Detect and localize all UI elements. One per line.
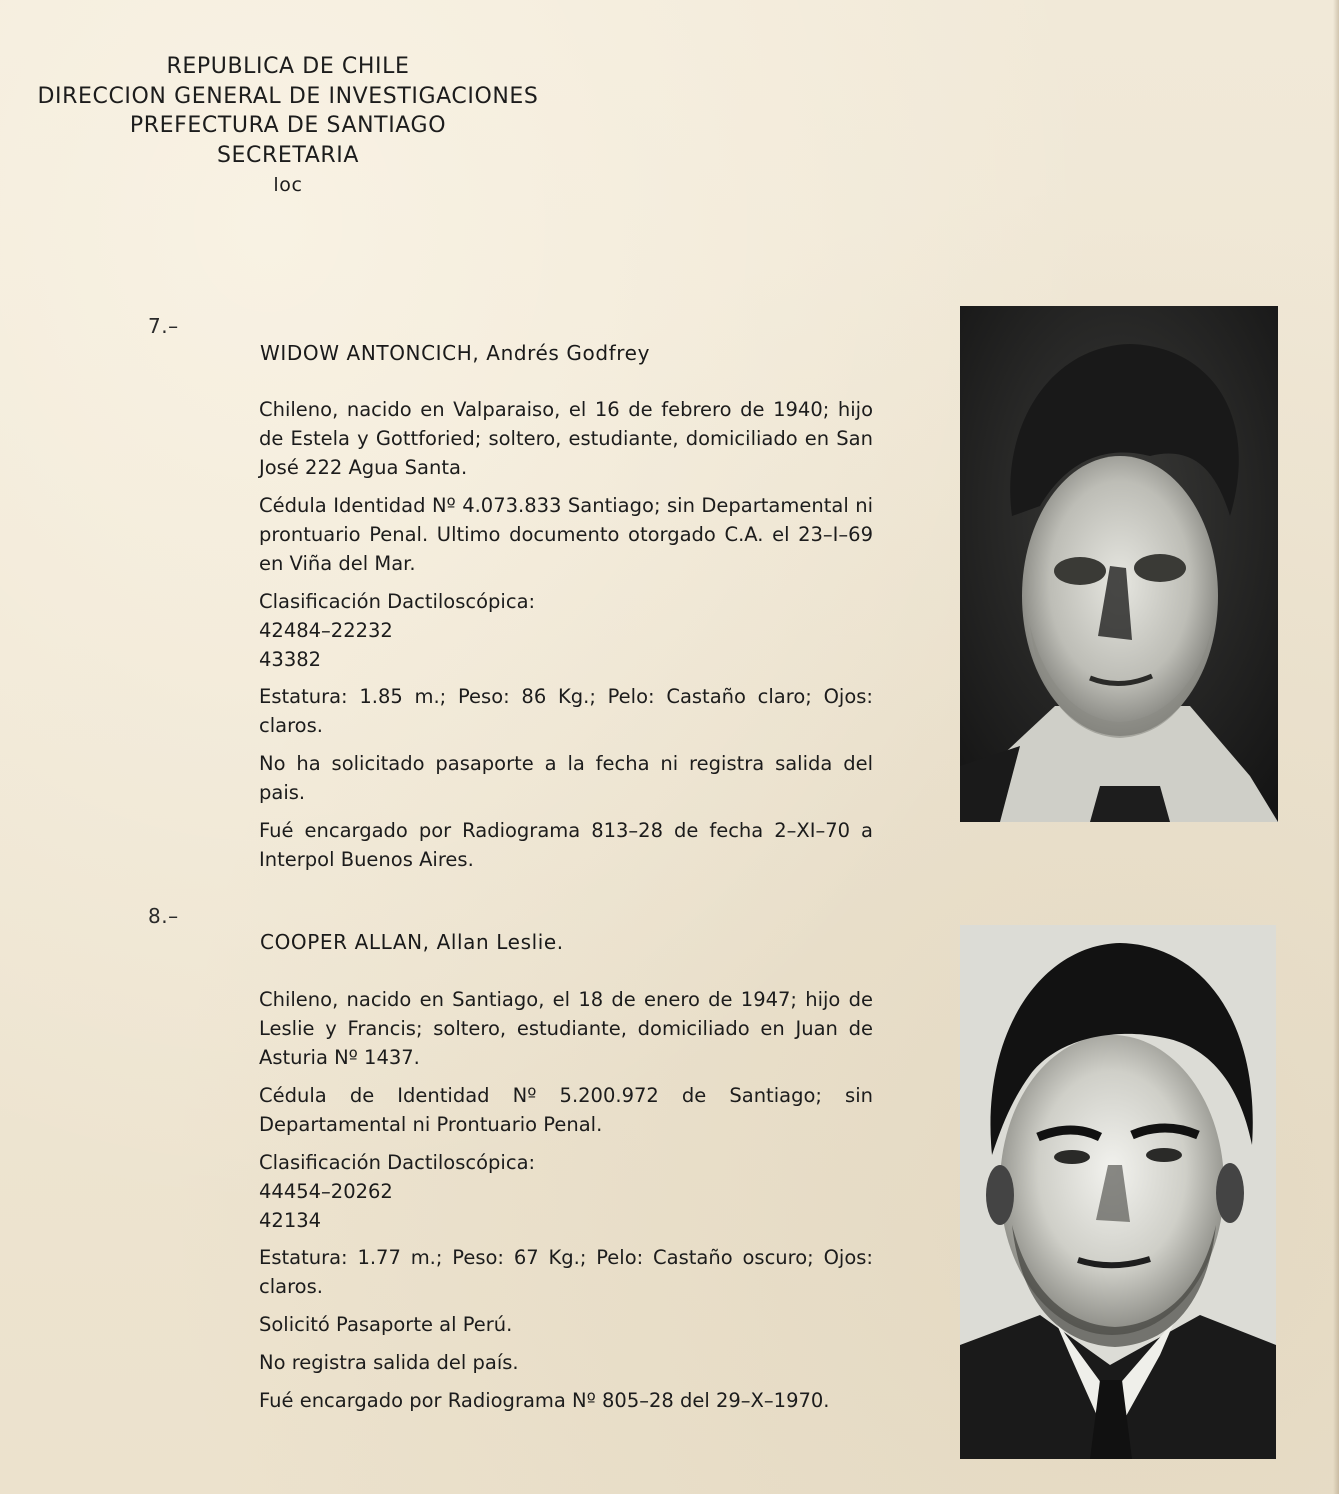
letterhead-agency: DIRECCION GENERAL DE INVESTIGACIONES	[37, 83, 539, 109]
letterhead-prefecture: PREFECTURA DE SANTIAGO	[129, 113, 447, 138]
fingerprint-code: 44454–20262	[259, 1180, 393, 1203]
entry-details	[259, 985, 873, 1424]
passport-status: Solicitó Pasaporte al Perú.	[259, 1313, 513, 1336]
letterhead-office: SECRETARIA	[216, 142, 360, 168]
fingerprint-code: 43382	[259, 648, 322, 671]
birth-details: Chileno, nacido en Santiago, el 18 de enero de 1947; hijo de Leslie y Francis; soltero, estudiante, domiciliado en Juan de Asturia Nº 1437.	[259, 988, 873, 1069]
page-edge-shadow	[1333, 0, 1339, 1494]
fingerprint-label: Clasificación Dactiloscópica:	[259, 590, 536, 613]
identity-document: Cédula de Identidad Nº 5.200.972 de Santiago; sin Departamental ni Prontuario Penal.	[259, 1084, 873, 1136]
entry-number: 7.–	[148, 314, 179, 338]
entry-details	[259, 395, 873, 883]
mugshot-photo	[960, 925, 1276, 1459]
wanted-notice: Fué encargado por Radiograma Nº 805–28 del 29–X–1970.	[259, 1389, 830, 1412]
person-name: COOPER ALLAN, Allan Leslie.	[260, 930, 564, 954]
birth-details: Chileno, nacido en Valparaiso, el 16 de febrero de 1940; hijo de Estela y Gottforied; soltero, estudiante, domiciliado en San José 222 Agua Santa.	[259, 398, 873, 479]
wanted-notice: Fué encargado por Radiograma 813–28 de fecha 2–XI–70 a Interpol Buenos Aires.	[259, 819, 873, 871]
exit-status: No registra salida del país.	[259, 1351, 519, 1374]
fingerprint-block	[259, 587, 873, 674]
physical-description: Estatura: 1.85 m.; Peso: 86 Kg.; Pelo: Castaño claro; Ojos: claros.	[259, 685, 873, 737]
fingerprint-code: 42134	[259, 1209, 322, 1232]
passport-status: No ha solicitado pasaporte a la fecha ni registra salida del pais.	[259, 752, 873, 804]
letterhead-country: REPUBLICA DE CHILE	[166, 54, 410, 79]
fingerprint-label: Clasificación Dactiloscópica:	[259, 1151, 536, 1174]
fingerprint-block	[259, 1148, 873, 1235]
entry-number: 8.–	[148, 904, 179, 928]
letterhead-reference: loc	[273, 174, 303, 196]
letterhead	[8, 52, 568, 201]
person-name: WIDOW ANTONCICH, Andrés Godfrey	[260, 341, 651, 365]
mugshot-photo	[960, 306, 1278, 822]
portrait-image	[960, 306, 1278, 822]
portrait-image	[960, 925, 1276, 1459]
fingerprint-code: 42484–22232	[259, 619, 393, 642]
identity-document: Cédula Identidad Nº 4.073.833 Santiago; sin Departamental ni prontuario Penal. Ultimo documento otorgado C.A. el 23–I–69 en Viña del Mar.	[259, 494, 873, 575]
physical-description: Estatura: 1.77 m.; Peso: 67 Kg.; Pelo: Castaño oscuro; Ojos: claros.	[259, 1246, 873, 1298]
